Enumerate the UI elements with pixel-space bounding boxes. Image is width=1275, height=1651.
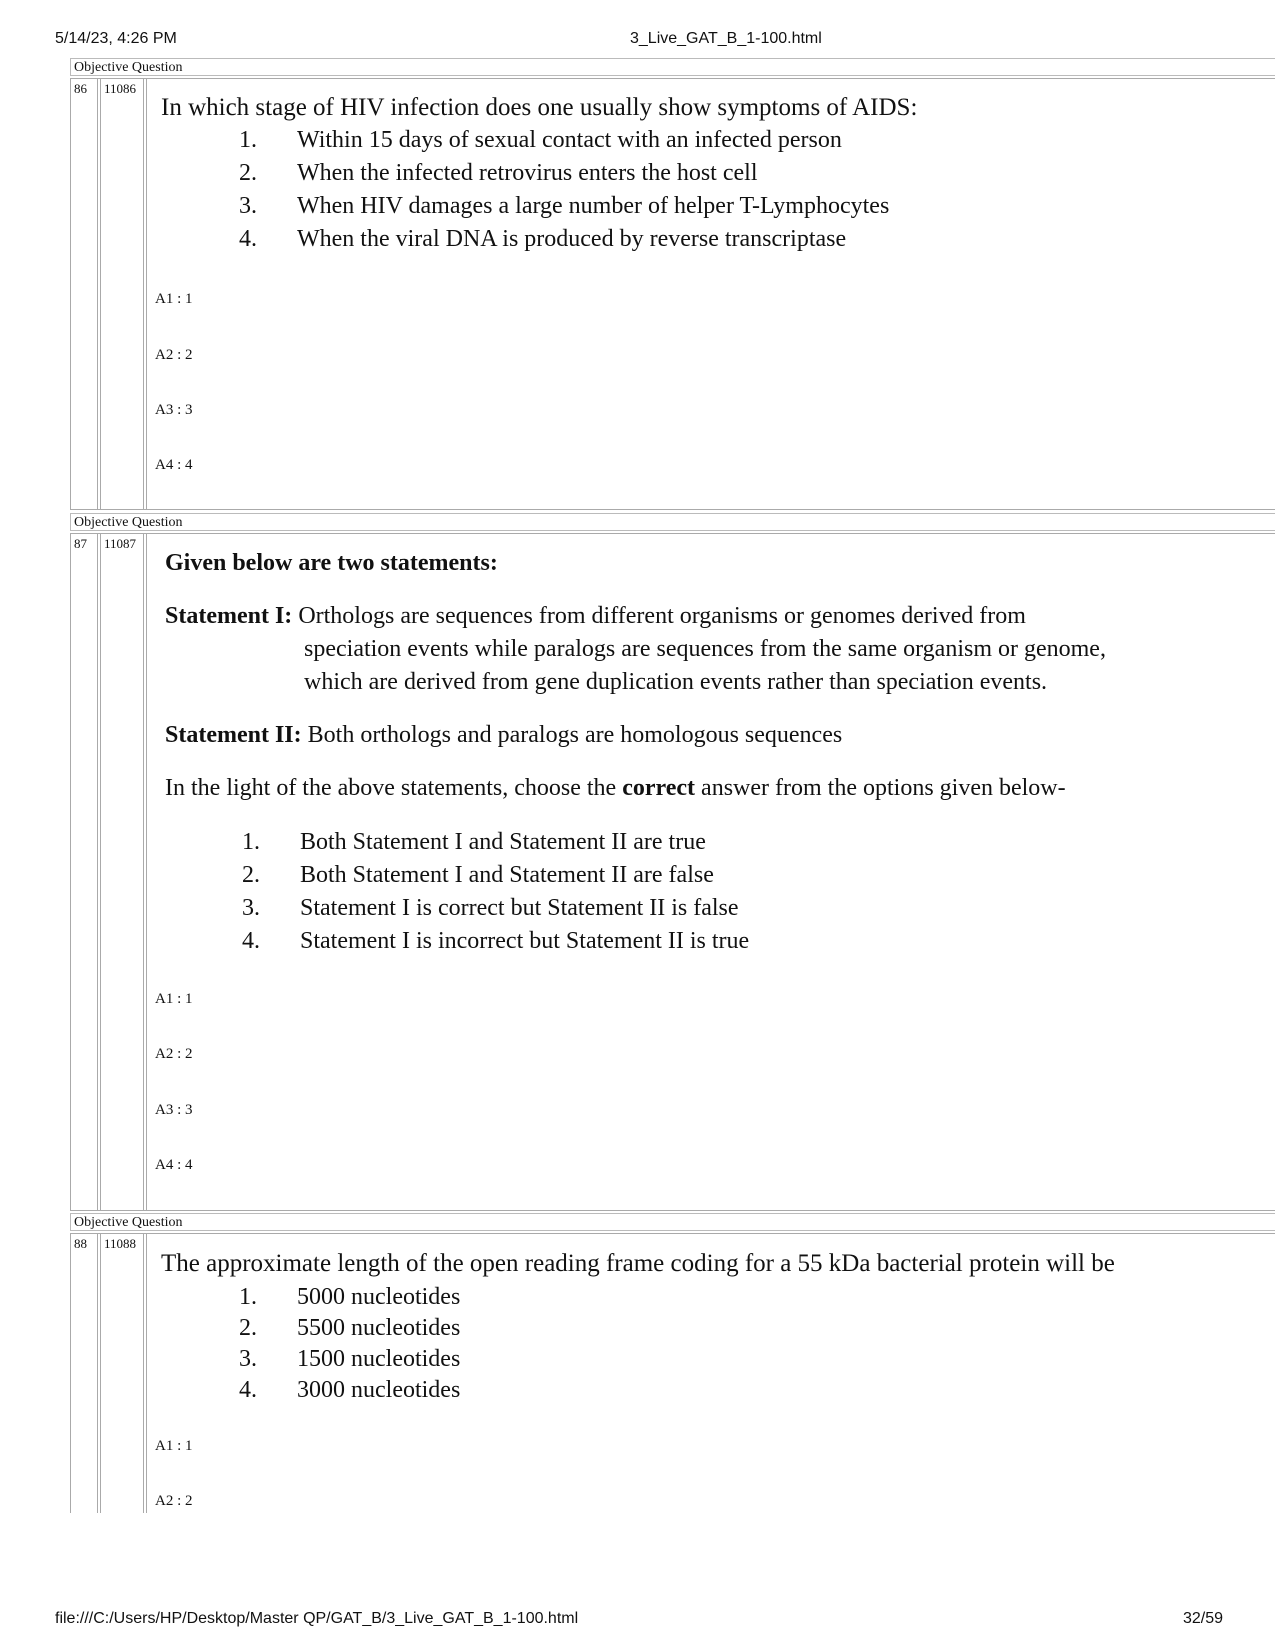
option-number: 2. [242, 862, 260, 888]
question-type-label: Objective Question [70, 1213, 1275, 1231]
option-number: 4. [239, 226, 257, 252]
statement-one-label: Statement I: [165, 603, 293, 629]
option-number: 4. [242, 928, 260, 954]
option-text: 1500 nucleotides [297, 1346, 461, 1372]
answer-option: A3 : 3 [155, 402, 193, 418]
answer-option: A1 : 1 [155, 1438, 193, 1454]
statement-two-text: Both orthologs and paralogs are homologous sequences [307, 722, 843, 748]
option-number: 3. [242, 895, 260, 921]
option-number: 4. [239, 1377, 257, 1403]
option-text: Within 15 days of sexual contact with an infected person [297, 127, 842, 153]
statement-one-line2: speciation events while paralogs are sequences from the same organism or genome, [304, 636, 1106, 662]
prompt-before: In the light of the above statements, choose the [165, 775, 617, 801]
question-text: In which stage of HIV infection does one usually show symptoms of AIDS: [161, 94, 918, 121]
option-text: 3000 nucleotides [297, 1377, 461, 1403]
question-block-87 [70, 513, 1275, 1211]
question-text: The approximate length of the open reading frame coding for a 55 kDa bacterial protein will be [161, 1250, 1115, 1277]
option-number: 2. [239, 1315, 257, 1341]
option-number: 2. [239, 160, 257, 186]
statement-two [165, 719, 842, 752]
question-row [70, 1233, 1275, 1513]
question-body [146, 1233, 1275, 1513]
statement-two-label: Statement II: [165, 722, 302, 748]
question-type-label: Objective Question [70, 513, 1275, 531]
print-datetime: 5/14/23, 4:26 PM [55, 30, 177, 47]
question-number: 86 [70, 78, 98, 510]
statements-heading: Given below are two statements: [165, 550, 498, 576]
option-text: Statement I is correct but Statement II is false [300, 895, 739, 921]
question-prompt [165, 772, 1066, 805]
answer-option: A4 : 4 [155, 457, 193, 473]
answer-option: A4 : 4 [155, 1157, 193, 1173]
option-number: 1. [242, 829, 260, 855]
question-row [70, 533, 1275, 1211]
option-text: When HIV damages a large number of helper T-Lymphocytes [297, 193, 890, 219]
option-text: When the infected retrovirus enters the host cell [297, 160, 758, 186]
answer-option: A1 : 1 [155, 991, 193, 1007]
question-row [70, 78, 1275, 510]
option-number: 1. [239, 1284, 257, 1310]
answer-option: A1 : 1 [155, 291, 193, 307]
answer-option: A2 : 2 [155, 1493, 193, 1509]
question-body [146, 533, 1275, 1211]
question-number: 88 [70, 1233, 98, 1513]
print-file-path: file:///C:/Users/HP/Desktop/Master QP/GAT_B/3_Live_GAT_B_1-100.html [55, 1610, 579, 1627]
question-body [146, 78, 1275, 510]
answer-option: A2 : 2 [155, 1046, 193, 1062]
option-number: 3. [239, 193, 257, 219]
prompt-after: answer from the options given below- [701, 775, 1066, 801]
option-text: 5500 nucleotides [297, 1315, 461, 1341]
statement-one-line1: Orthologs are sequences from different organisms or genomes derived from [298, 603, 1026, 629]
option-text: 5000 nucleotides [297, 1284, 461, 1310]
question-block-86 [70, 58, 1275, 510]
answer-option: A2 : 2 [155, 347, 193, 363]
prompt-bold: correct [622, 775, 696, 801]
option-number: 3. [239, 1346, 257, 1372]
question-id: 11088 [100, 1233, 144, 1513]
question-type-label: Objective Question [70, 58, 1275, 76]
option-number: 1. [239, 127, 257, 153]
option-text: Both Statement I and Statement II are true [300, 829, 706, 855]
question-id: 11087 [100, 533, 144, 1211]
option-text: Both Statement I and Statement II are false [300, 862, 714, 888]
question-number: 87 [70, 533, 98, 1211]
option-text: Statement I is incorrect but Statement II is true [300, 928, 750, 954]
answer-option: A3 : 3 [155, 1102, 193, 1118]
statement-one-line3: which are derived from gene duplication events rather than speciation events. [304, 669, 1048, 695]
option-text: When the viral DNA is produced by reverse transcriptase [297, 226, 847, 252]
statement-one [165, 600, 1026, 633]
question-block-88 [70, 1213, 1275, 1513]
question-id: 11086 [100, 78, 144, 510]
print-page-number: 32/59 [1183, 1610, 1224, 1627]
print-title: 3_Live_GAT_B_1-100.html [630, 30, 822, 47]
